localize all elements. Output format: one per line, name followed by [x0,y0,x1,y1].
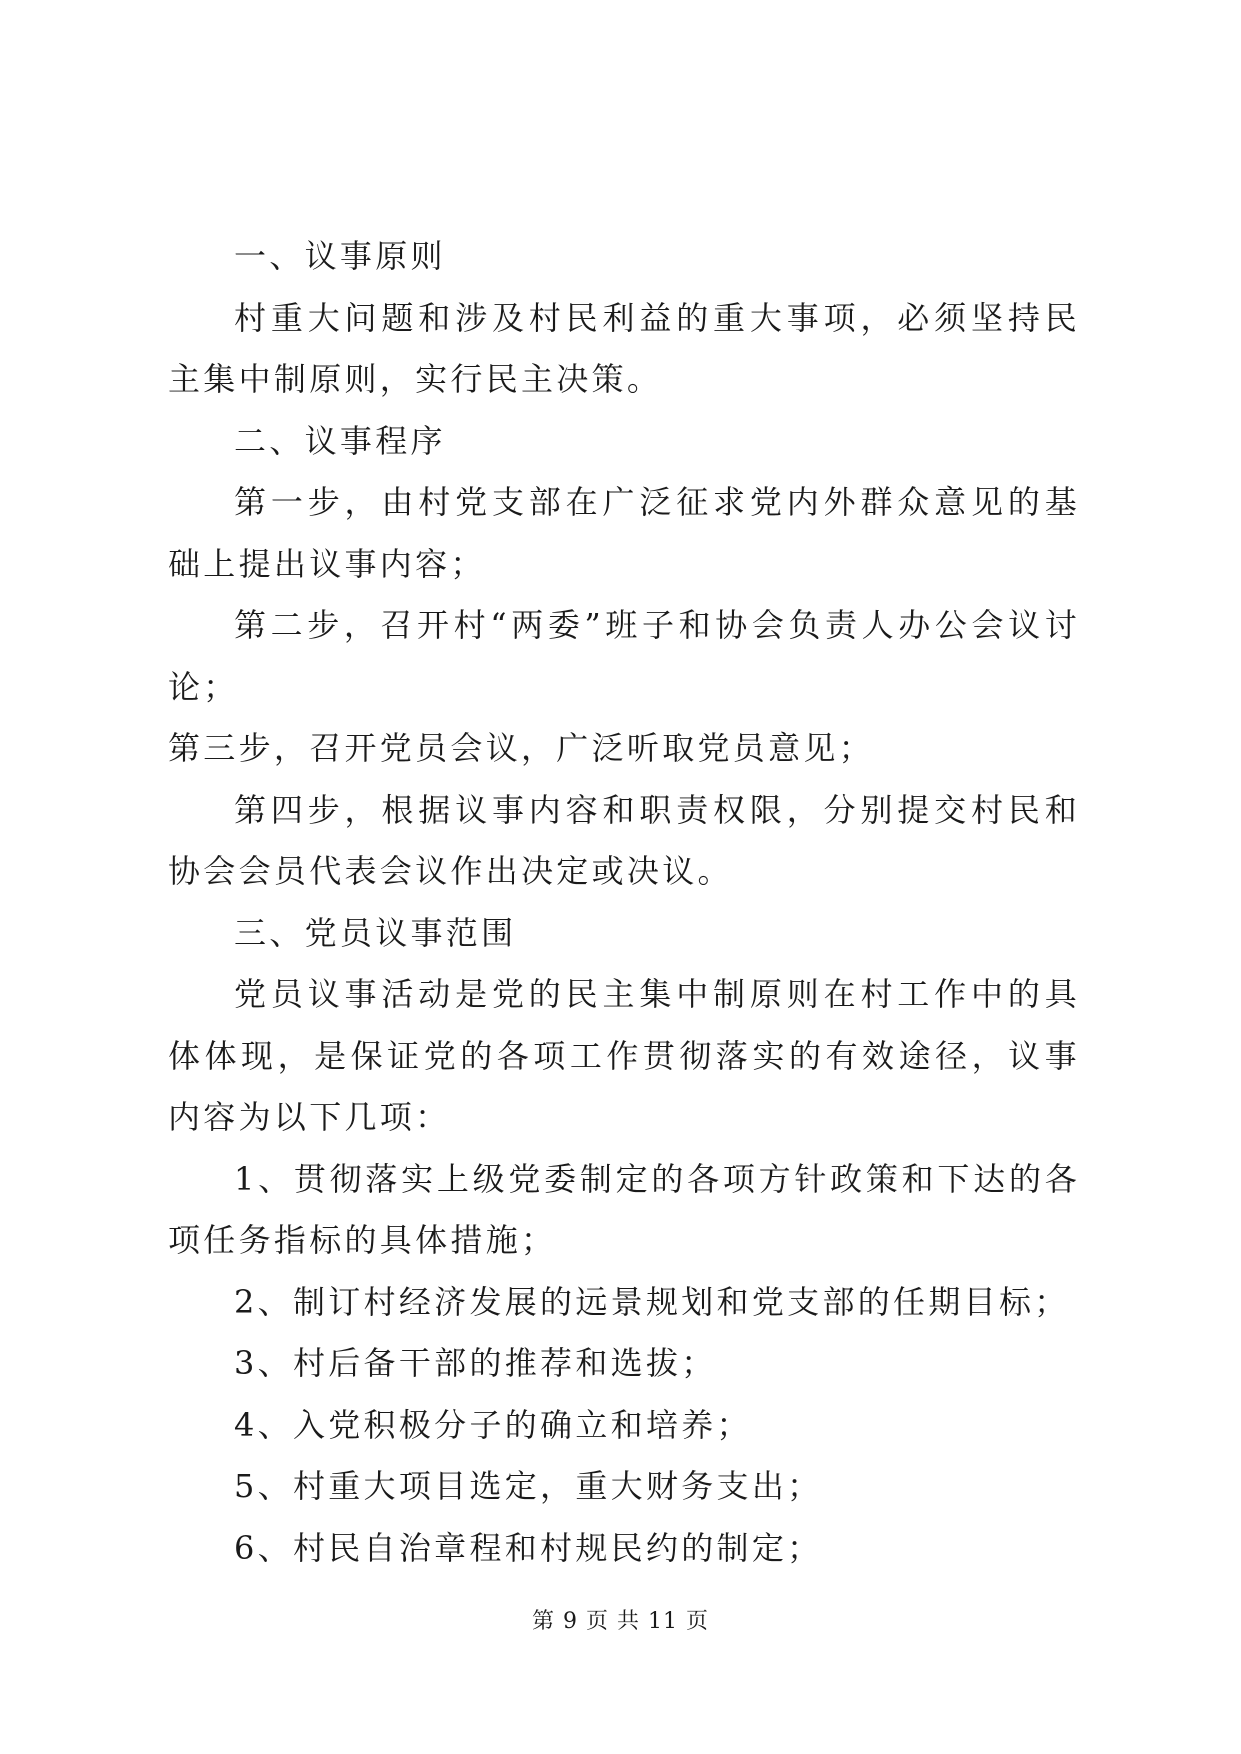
list-item-3: 3、村后备干部的推荐和选拔； [234,1344,717,1382]
list-item-4: 4、入党积极分子的确立和培养； [234,1405,752,1444]
page-number-footer: 第 9 页 共 11 页 [532,1609,709,1634]
list-item-2: 2、制订村经济发展的远景规划和党支部的任期目标； [234,1282,1070,1321]
section-heading-principles: 一、议事原则 [234,237,446,275]
list-item-6: 6、村民自治章程和村规民约的制定； [234,1528,823,1567]
list-item-1: 1、贯彻落实上级党委制定的各项方针政策和下达的各项任务指标的具体措施； [168,1159,1080,1259]
paragraph-step-1: 第一步，由村党支部在广泛征求党内外群众意见的基础上提出议事内容； [168,483,1080,583]
paragraph-step-4: 第四步，根据议事内容和职责权限，分别提交村民和协会会员代表会议作出决定或决议。 [168,790,1080,890]
section-heading-scope: 三、党员议事范围 [234,913,517,952]
paragraph-step-3: 第三步，召开党员会议，广泛听取党员意见； [168,729,875,767]
section-heading-procedure: 二、议事程序 [234,421,446,460]
list-item-5: 5、村重大项目选定，重大财务支出； [234,1467,823,1505]
paragraph-step-2: 第二步，召开村“两委”班子和协会负责人办公会议讨论； [168,606,1080,706]
paragraph-principles: 村重大问题和涉及村民利益的重大事项，必须坚持民主集中制原则，实行民主决策。 [168,298,1080,398]
document-body [168,226,1080,1579]
paragraph-scope-intro: 党员议事活动是党的民主集中制原则在村工作中的具体体现，是保证党的各项工作贯彻落实的有效途径，议事内容为以下几项： [168,975,1080,1136]
